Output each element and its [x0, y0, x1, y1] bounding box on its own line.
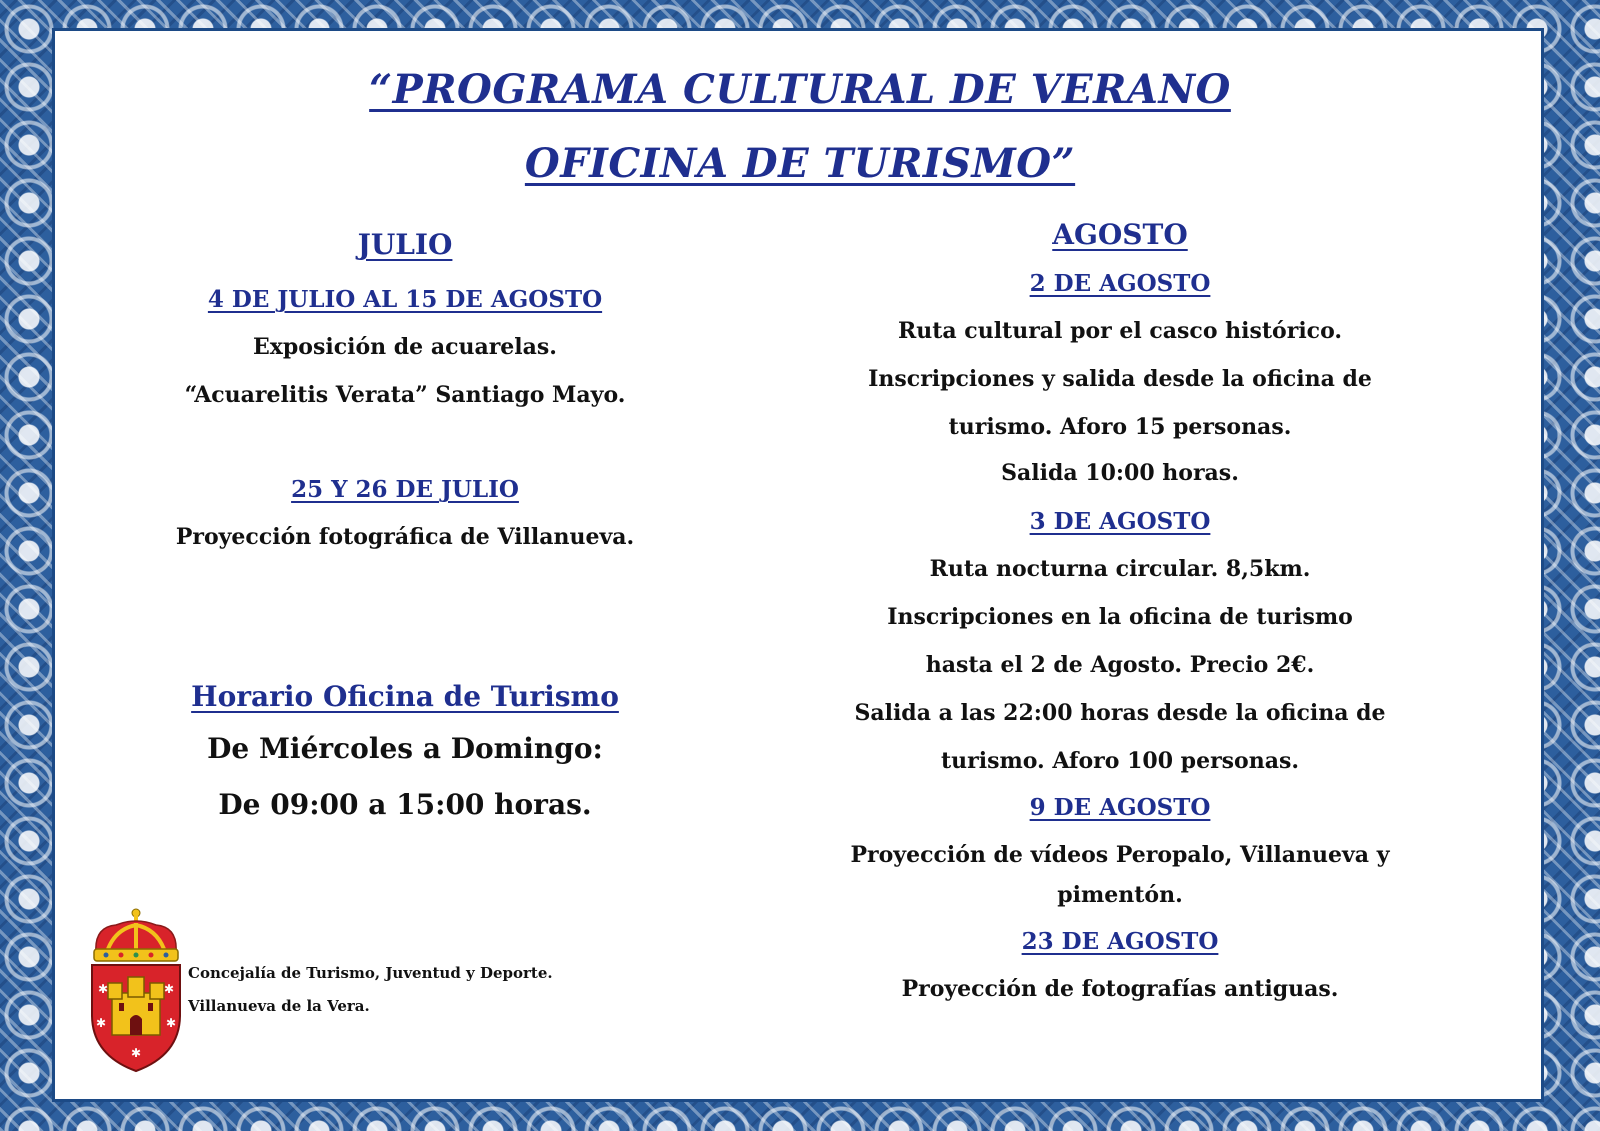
event-line: Proyección de vídeos Peropalo, Villanueva y	[850, 842, 1390, 868]
event-date: 23 DE AGOSTO	[1021, 928, 1219, 955]
title-line-2: OFICINA DE TURISMO”	[524, 140, 1076, 187]
event-line: Proyección fotográfica de Villanueva.	[175, 524, 635, 550]
event-date: 2 DE AGOSTO	[1029, 270, 1211, 297]
event-line: Ruta cultural por el casco histórico.	[897, 318, 1343, 344]
event-line: Exposición de acuarelas.	[253, 334, 557, 360]
crown-icon	[94, 909, 178, 961]
svg-text:✱: ✱	[165, 1016, 177, 1030]
horario-days: De Miércoles a Domingo:	[207, 732, 603, 765]
month-julio: JULIO	[357, 228, 453, 261]
shield-icon	[92, 965, 180, 1071]
event-line: pimentón.	[1057, 882, 1183, 908]
event-line: turismo. Aforo 15 personas.	[948, 414, 1292, 440]
event-date: 25 Y 26 DE JULIO	[291, 476, 519, 503]
event-line: Salida a las 22:00 horas desde la oficina de	[854, 700, 1386, 726]
event-line: Ruta nocturna circular. 8,5km.	[929, 556, 1311, 582]
event-line: hasta el 2 de Agosto. Precio 2€.	[925, 652, 1315, 678]
event-date: 4 DE JULIO AL 15 DE AGOSTO	[207, 286, 603, 313]
event-line: Inscripciones y salida desde la oficina de	[868, 366, 1372, 392]
svg-text:✱: ✱	[163, 982, 175, 996]
event-line: Proyección de fotografías antiguas.	[901, 976, 1339, 1002]
horario-hours: De 09:00 a 15:00 horas.	[218, 788, 592, 821]
event-date: 9 DE AGOSTO	[1029, 794, 1211, 821]
footer-villanueva: Villanueva de la Vera.	[188, 997, 370, 1015]
coat-of-arms-icon	[86, 905, 186, 1075]
svg-text:✱: ✱	[97, 982, 109, 996]
svg-text:✱: ✱	[130, 1046, 142, 1060]
event-date: 3 DE AGOSTO	[1029, 508, 1211, 535]
svg-text:✱: ✱	[95, 1016, 107, 1030]
agosto-column	[770, 0, 1470, 1131]
event-line: Salida 10:00 horas.	[1001, 460, 1239, 486]
horario-title: Horario Oficina de Turismo	[191, 680, 619, 713]
event-line: Inscripciones en la oficina de turismo	[887, 604, 1353, 630]
title-line-1: “PROGRAMA CULTURAL DE VERANO	[369, 66, 1231, 113]
event-line: turismo. Aforo 100 personas.	[940, 748, 1300, 774]
footer-concejalia: Concejalía de Turismo, Juventud y Deporte.	[188, 964, 553, 982]
event-line: “Acuarelitis Verata” Santiago Mayo.	[184, 382, 626, 408]
month-agosto: AGOSTO	[1052, 218, 1188, 251]
